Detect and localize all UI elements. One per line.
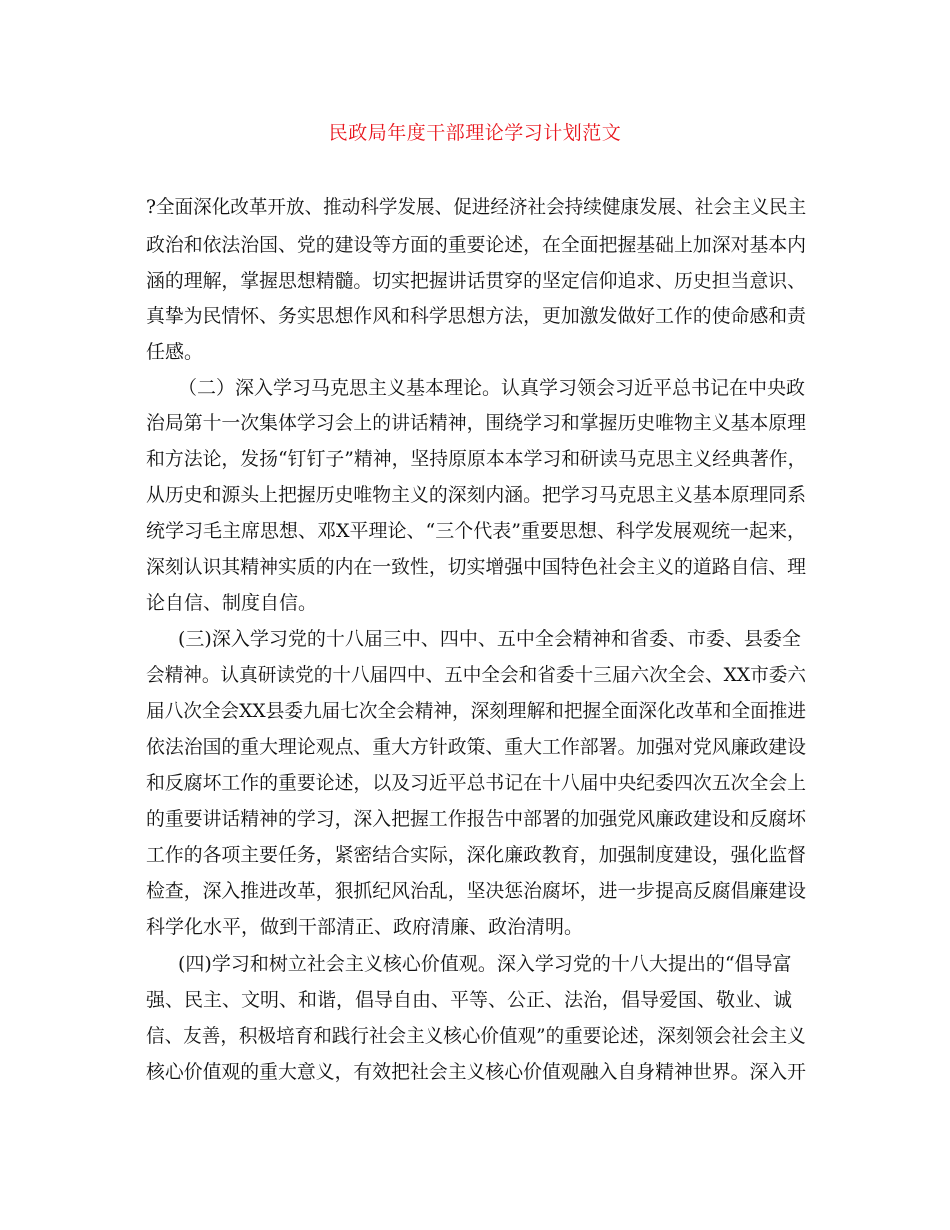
body-line: ?全面深化改革开放、推动科学发展、促进经济社会持续健康发展、社会主义民主 bbox=[146, 196, 807, 218]
body-line: 深刻认识其精神实质的内在一致性，切实增强中国特色社会主义的道路自信、理 bbox=[146, 556, 807, 578]
body-line: 核心价值观的重大意义，有效把社会主义核心价值观融入自身精神世界。深入开 bbox=[146, 1061, 807, 1083]
body-line: 科学化水平，做到干部清正、政府清廉、政治清明。 bbox=[146, 916, 584, 938]
body-line: 政治和依法治国、党的建设等方面的重要论述，在全面把握基础上加深对基本内 bbox=[146, 234, 807, 256]
body-line: 涵的理解，掌握思想精髓。切实把握讲话贯穿的坚定信仰追求、历史担当意识、 bbox=[146, 270, 807, 292]
body-line: 真挚为民情怀、务实思想作风和科学思想方法，更加激发做好工作的使命感和责 bbox=[146, 305, 807, 327]
body-line: （二）深入学习马克思主义基本理论。认真学习领会习近平总书记在中央政 bbox=[178, 377, 806, 399]
body-line: 和方法论，发扬“钉钉子”精神，坚持原原本本学习和研读马克思主义经典著作， bbox=[146, 448, 807, 470]
body-line: 信、友善，积极培育和践行社会主义核心价值观”的重要论述，深刻领会社会主义 bbox=[146, 1025, 806, 1047]
body-line: 治局第十一次集体学习会上的讲话精神，围绕学习和掌握历史唯物主义基本原理 bbox=[146, 412, 807, 434]
body-line: 会精神。认真研读党的十八届四中、五中全会和省委十三届六次全会、XX市委六 bbox=[146, 664, 807, 686]
body-line: 和反腐坏工作的重要论述，以及习近平总书记在十八届中央纪委四次五次全会上 bbox=[146, 772, 807, 794]
document-title: 民政局年度干部理论学习计划范文 bbox=[328, 122, 622, 144]
body-line: 统学习毛主席思想、邓X平理论、“三个代表”重要思想、科学发展观统一起来， bbox=[146, 520, 806, 542]
body-line: 工作的各项主要任务，紧密结合实际，深化廉政教育，加强制度建设，强化监督 bbox=[146, 844, 807, 866]
body-line: 的重要讲话精神的学习，深入把握工作报告中部署的加强党风廉政建设和反腐坏 bbox=[146, 808, 807, 830]
body-line: 任感。 bbox=[146, 341, 204, 363]
body-line: (三)深入学习党的十八届三中、四中、五中全会精神和省委、市委、县委全 bbox=[178, 628, 801, 650]
body-line: 论自信、制度自信。 bbox=[146, 592, 318, 614]
body-line: 从历史和源头上把握历史唯物主义的深刻内涵。把学习马克思主义基本原理同系 bbox=[146, 484, 807, 506]
body-line: 依法治国的重大理论观点、重大方针政策、重大工作部署。加强对党风廉政建设 bbox=[146, 736, 807, 758]
body-line: 届八次全会XX县委九届七次全会精神，深刻理解和把握全面深化改革和全面推进 bbox=[146, 700, 807, 722]
body-line: (四)学习和树立社会主义核心价值观。深入学习党的十八大提出的“倡导富 bbox=[178, 953, 792, 975]
body-line: 检查，深入推进改革，狠抓纪风治乱，坚决惩治腐坏，进一步提高反腐倡廉建设 bbox=[146, 880, 807, 902]
body-line: 强、民主、文明、和谐，倡导自由、平等、公正、法治，倡导爱国、敬业、诚 bbox=[146, 989, 793, 1011]
